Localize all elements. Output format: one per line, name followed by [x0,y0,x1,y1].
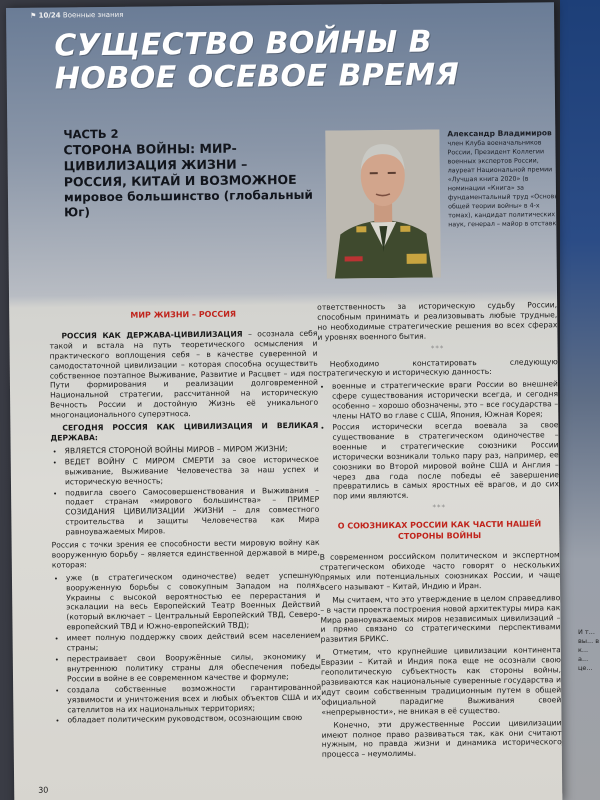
list-item: • Россия исторически всегда воевала за свое существование в стратегическом одиночестве – военные и стратегические союзники России исторически возникали только пару раз, например, ее союзники во Второй мировой войне США и Англия – через два года после победы её завершение превратились в самых яростных её врагов, и до сих пор ими являются. [332,420,559,502]
section-title-mir-zhizni: МИР ЖИЗНИ – РОССИЯ [130,309,237,320]
next-page-text-fragment: И т... вы... в к... а... це... [578,628,600,672]
pin-icon: ⚑ [30,11,37,20]
list-item: • военные и стратегические враги России во внешней сфере существования исторически всегда, и сегодня особенно – хорошо обозначены, это – все государства – члены НАТО во главе с США, Япония, Южная Корея; [332,380,558,422]
left-column [49,307,321,729]
list-item: • ЯВЛЯЕТСЯ СТОРОНОЙ ВОЙНЫ МИРОВ – МИРОМ ЖИЗНИ; [65,444,319,457]
separator-dots: *** [430,344,445,353]
subtitle-tail: мировое большинство (глобальный Юг) [63,187,313,220]
article-title: СУЩЕСТВО ВОЙНЫ В НОВОЕ ОСЕВОЕ ВРЕМЯ [54,24,460,97]
magazine-page [6,2,562,800]
issue-number: 10/24 [38,11,61,20]
part-label: ЧАСТЬ 2 [63,126,119,142]
bullet-list [51,444,320,538]
paragraph: РОССИЯ КАК ДЕРЖАВА-ЦИВИЛИЗАЦИЯ – осознала себя такой и встала на путь теоретического осмысления и практического воплощения себя – в качестве суверенной и самодостаточной цивилизации – которая способна осуществить собственное поэтапное Выживание, Развитие и Расцвет – идя по Пути формирования и реализации долговременной Национальной стратегии, рассчитанной на историческую Вечность России и достойную Жизнь её уникального многонационального суперэтноса. [49,328,319,420]
paragraph: В современном российском политическом и экспертном стратегическом обиходе часто говорят о нескольких прямых или потенциальных союзниках России, и чаще всего называют – Китай, Индию и Иран. [319,550,561,592]
paragraph: Конечно, эти дружественные России цивилизации имеют полное право развиваться так, как они считают нужным, но правда жизни и динамика исторического процесса – неумолимы. [321,717,562,760]
paragraph: ответственность за историческую судьбу России, способным принимать и реализовывать любые трудные, но необходимые стратегические решения во всех сферах и уровнях военного бытия. [317,300,558,342]
bullet-list [318,380,559,502]
section-name: Военные знания [62,10,124,20]
author-name: Александр Владимиров [447,128,552,139]
list-item: • создала собственные возможности гарантированной уязвимости и уничтожения всех и любых объектов США и их сателлитов на их национальных территориях; [67,682,321,714]
page-number: 30 [38,785,49,795]
list-item: • уже (в стратегическом одиночестве) ведет успешную вооруженную борьбы с совокупным Западом на полях Украины с высокой вероятностью ее перерастания и эскалации на весь Европейский Театр Военных Действий (который включает – Центральный Европейский ТВД, Северо-европейский ТВД и Южно-европейский ТВД); [66,570,321,632]
list-item: • обладает политическим руководством, осознающим свою [67,713,321,726]
paragraph: Россия с точки зрения ее способности вести мировую войну как вооруженную борьбу – является единственной державой в мире, которая: [51,537,320,570]
paragraph: Необходимо констатировать следующую стратегическую и историческую данность: [317,356,558,379]
article-subtitle [63,125,314,221]
subtitle-line: СТОРОНА ВОЙНЫ: МИР-ЦИВИЛИЗАЦИЯ ЖИЗНИ – РОССИЯ, КИТАЙ И ВОЗМОЖНОЕ [63,140,297,190]
right-column [317,300,562,763]
paragraph: Отметим, что крупнейшие цивилизации континента Евразии – Китай и Индия пока еще не осознали свою геополитическую субъектность как стороны войны, развиваются как национальные суверенные государства и идут своим собственным традиционным путем в общей официальной парадигме Выживания своей «непрерывности», не вникая в её существо. [320,645,562,717]
author-description: член Клуба военачальников России, Президент Коллегии военных экспертов России, лауреат Национальной премии «Лучшая книга 2020» (в номинации «Книга» за фундаментальный труд «Основы общей теории войны» в 4-х томах), кандидат политических наук, генерал – майор в отставке [447,139,561,229]
author-bio [447,128,560,229]
paragraph: Мы считаем, что это утверждение в целом справедливо – в части проекта построения новой архитектуры мира как Мира равноуважаемых миров независимых цивилизаций – и прямо связано со стратегическими перспективами развития БРИКС. [320,592,561,645]
list-item: • ВЕДЕТ ВОЙНУ С МИРОМ СМЕРТИ за свое историческое выживание, Выживание Человечества за наш успех и историческую вечность; [65,455,319,487]
list-item: • имеет полную поддержку своих действий всем населением страны; [67,631,321,653]
author-portrait-illustration [325,129,441,278]
section-title-soyuzniki: О СОЮЗНИКАХ РОССИИ КАК ЧАСТИ НАШЕЙ СТОРОНЫ ВОЙНЫ [337,519,542,542]
list-item: • перестраивает свои Вооружённые силы, экономику и внутреннюю политику страны для обеспечения победы России в войне в ее современном качестве и формуле; [67,652,321,684]
next-page-edge [560,0,600,800]
page-header [30,11,123,20]
paragraph-heading: СЕГОДНЯ РОССИЯ КАК ЦИВИЛИЗАЦИЯ И ВЕЛИКАЯ ДЕРЖАВА: [50,420,319,443]
author-photo [325,129,441,278]
separator-dots: *** [432,503,447,512]
list-item: • подвигла своего Самосовершенствования и Выживания – подает странам «мирового большинства» – ПРИМЕР СОЗИДАНИЯ ЦИВИЛИЗАЦИИ ЖИЗНИ – для совместного строительства и защиты Человечества как Мира равноуважаемых Миров. [65,485,320,537]
bullet-list [52,570,322,725]
